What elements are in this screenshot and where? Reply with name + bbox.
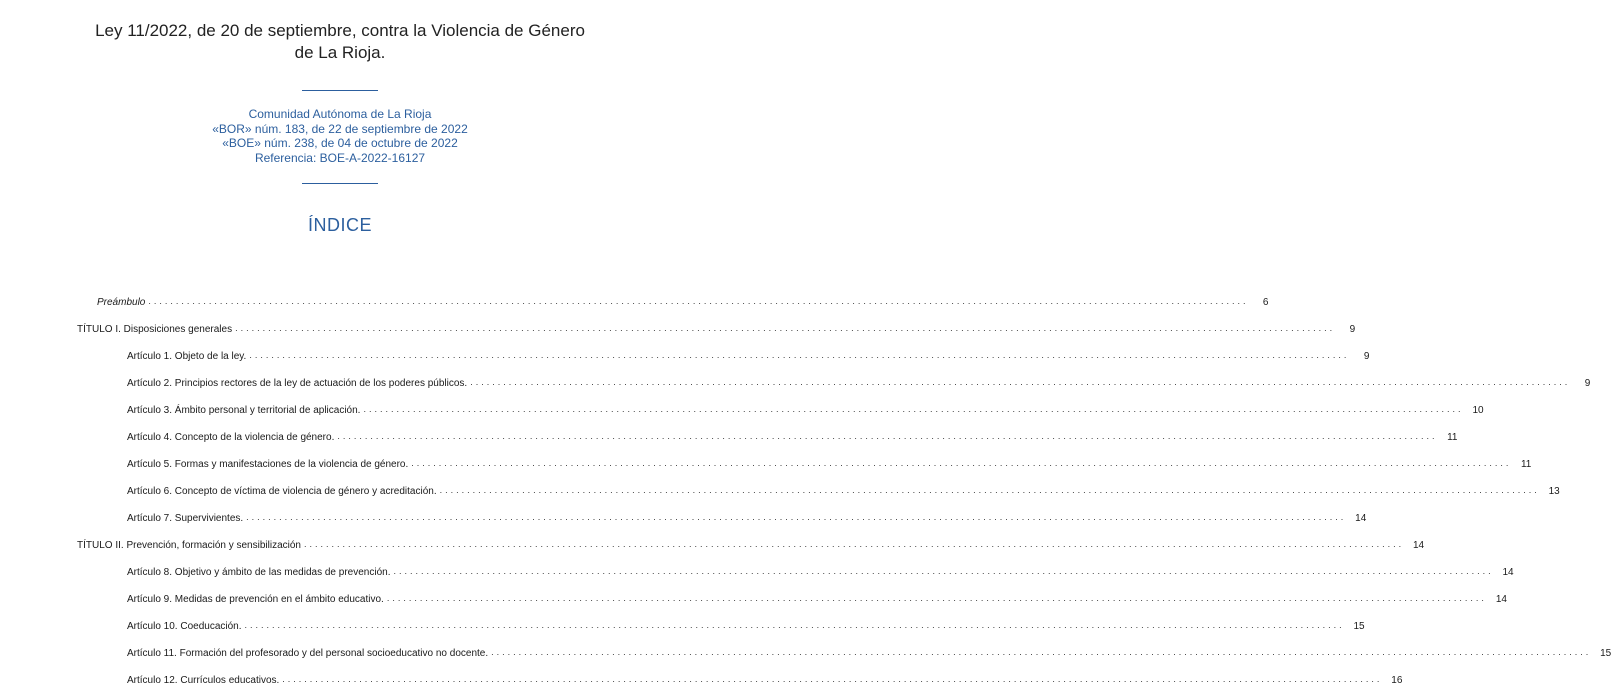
toc-entry-label: Artículo 10. Coeducación. [127,621,242,632]
toc-entry-label: Artículo 2. Principios rectores de la ley de actuación de los poderes públicos. [127,378,468,389]
toc-page-number: 13 [1548,486,1560,497]
toc-leader-dots: ........................................................................................................................................................................................................ [244,620,1345,630]
toc-leader-dots: ........................................................................................................................................................................................................ [393,566,1494,576]
toc-leader-dots: ........................................................................................................................................................................................................ [470,377,1571,387]
toc-page-number: 14 [1502,567,1514,578]
toc-page-number: 9 [1363,351,1370,362]
toc-entry[interactable] [97,292,1269,308]
toc-leader-dots: ........................................................................................................................................................................................................ [246,512,1347,522]
toc-title-entry[interactable] [77,535,1425,551]
boe-reference: «BOE» núm. 238, de 04 de octubre de 2022 [222,136,458,150]
toc-leader-dots: ........................................................................................................................................................................................................ [337,431,1438,441]
toc-leader-dots: ........................................................................................................................................................................................................ [249,350,1350,360]
toc-entry[interactable] [127,481,1560,497]
community-label: Comunidad Autónoma de La Rioja [248,107,432,121]
toc-entry-label: Artículo 9. Medidas de prevención en el ámbito educativo. [127,594,384,605]
toc-leader-dots: ........................................................................................................................................................................................................ [491,647,1592,657]
toc-leader-dots: ........................................................................................................................................................................................................ [282,674,1383,684]
toc-entry[interactable] [127,373,1591,389]
toc-page-number: 15 [1600,648,1611,659]
toc-page-number: 14 [1355,513,1367,524]
toc-entry-label: Artículo 5. Formas y manifestaciones de la violencia de género. [127,459,409,470]
toc-entry-label: Preámbulo [97,297,146,308]
toc-leader-dots: ........................................................................................................................................................................................................ [235,323,1336,333]
boe-id-reference: Referencia: BOE-A-2022-16127 [254,150,426,165]
toc-title-entry[interactable] [77,319,1356,335]
toc-entry[interactable] [127,400,1484,416]
toc-page-number: 11 [1520,459,1532,470]
toc-page-number: 9 [1584,378,1591,389]
toc-entry-label: Artículo 11. Formación del profesorado y del personal socioeducativo no docente. [127,648,489,659]
toc-page-number: 14 [1412,540,1425,551]
toc-entry[interactable] [127,616,1365,632]
toc-page-number: 16 [1391,675,1403,686]
toc-entry-label: Artículo 8. Objetivo y ámbito de las medidas de prevención. [127,567,391,578]
toc-entry[interactable] [127,643,1611,659]
toc-entry[interactable] [127,670,1403,686]
toc-entry[interactable] [127,346,1370,362]
toc-leader-dots: ........................................................................................................................................................................................................ [386,593,1487,603]
bor-reference: «BOR» núm. 183, de 22 de septiembre de 2022 [212,121,468,136]
toc-page-number: 14 [1495,594,1507,605]
index-heading: ÍNDICE [307,215,372,235]
toc-leader-dots: ........................................................................................................................................................................................................ [411,458,1512,468]
toc-entry[interactable] [127,427,1458,443]
toc-page-number: 6 [1262,297,1269,308]
toc-entry-label: Artículo 7. Supervivientes. [127,513,244,524]
document-title: Ley 11/2022, de 20 de septiembre, contra la Violencia de Género de La Rioja. [95,21,585,62]
toc-entry-label: TÍTULO II. Prevención, formación y sensibilización [77,540,301,551]
toc-page-number: 11 [1447,432,1458,443]
toc-entry[interactable] [127,454,1532,470]
toc-entry-label: Artículo 1. Objeto de la ley. [127,351,247,362]
toc-entry-label: Artículo 6. Concepto de víctima de violencia de género y acreditación. [127,486,437,497]
toc-entry[interactable] [127,589,1507,605]
toc-entry-label: Artículo 12. Currículos educativos. [127,675,280,686]
toc-page-number: 9 [1349,324,1356,335]
toc-page-number: 15 [1353,621,1365,632]
toc-entry-label: TÍTULO I. Disposiciones generales [77,324,233,335]
toc-entry-label: Artículo 4. Concepto de la violencia de género. [127,432,335,443]
toc-entry[interactable] [127,562,1514,578]
toc-leader-dots: ........................................................................................................................................................................................................ [303,539,1405,549]
toc-leader-dots: ........................................................................................................................................................................................................ [363,404,1464,414]
toc-entry[interactable] [127,508,1367,524]
toc-page-number: 10 [1472,405,1484,416]
toc-leader-dots: ........................................................................................................................................................................................................ [148,296,1249,306]
toc-leader-dots: ........................................................................................................................................................................................................ [439,485,1540,495]
toc-entry-label: Artículo 3. Ámbito personal y territorial de aplicación. [127,405,361,416]
